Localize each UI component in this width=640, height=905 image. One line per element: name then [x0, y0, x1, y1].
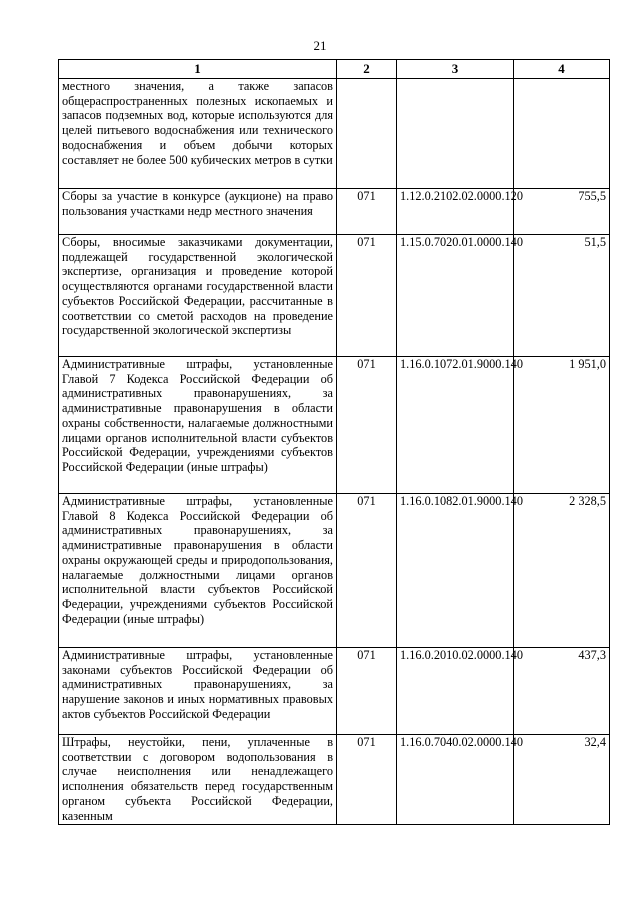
row-description: Штрафы, неустойки, пени, уплаченные в соответствии с договором водопользования в случае неисполнения или ненадлежащего исполнения обязательств перед государственным органом субъекта Российской Федерации, казенным: [59, 735, 337, 825]
row-description: Сборы, вносимые заказчиками документации, подлежащей государственной экологической экспертизе, организация и проведение которой осуществляются органами государственной власти субъектов Российской Федерации, рассчитанные в соответствии со сметой расходов на проведение государственной экологической экспертизы: [59, 235, 337, 357]
table-row: [59, 357, 610, 494]
row-amount: 437,3: [514, 648, 610, 735]
column-header: 1: [59, 60, 337, 79]
row-description: Сборы за участие в конкурсе (аукционе) на право пользования участками недр местного значения: [59, 189, 337, 235]
row-admin-code: 071: [337, 189, 397, 235]
budget-table: [58, 59, 610, 825]
row-budget-code: 1.12.0.2102.02.0000.120: [397, 189, 514, 235]
table-row: [59, 735, 610, 825]
table-row: [59, 79, 610, 189]
row-budget-code: 1.16.0.2010.02.0000.140: [397, 648, 514, 735]
table-row: [59, 494, 610, 648]
column-header: 3: [397, 60, 514, 79]
row-amount: 1 951,0: [514, 357, 610, 494]
row-description: Административные штрафы, установленные Главой 8 Кодекса Российской Федерации об административных правонарушениях, за административные правонарушения в области охраны окружающей среды и природопользования, налагаемые должностными лицами органов исполнительной власти субъектов Российской Федерации, учреждениями субъектов Российской Федерации (иные штрафы): [59, 494, 337, 648]
row-budget-code: 1.16.0.1072.01.9000.140: [397, 357, 514, 494]
page-number: 21: [313, 38, 327, 53]
row-amount: 755,5: [514, 189, 610, 235]
row-budget-code: 1.16.0.7040.02.0000.140: [397, 735, 514, 825]
row-budget-code: 1.15.0.7020.01.0000.140: [397, 235, 514, 357]
row-amount: [514, 79, 610, 189]
row-amount: 2 328,5: [514, 494, 610, 648]
table-row: [59, 648, 610, 735]
table-row: [59, 189, 610, 235]
row-description: Административные штрафы, установленные законами субъектов Российской Федерации об административных правонарушениях, за нарушение законов и иных нормативных правовых актов субъектов Российской Федерации: [59, 648, 337, 735]
row-admin-code: 071: [337, 235, 397, 357]
row-admin-code: 071: [337, 735, 397, 825]
table-header-row: [59, 60, 610, 79]
column-header: 2: [337, 60, 397, 79]
column-header: 4: [514, 60, 610, 79]
table-row: [59, 235, 610, 357]
row-amount: 51,5: [514, 235, 610, 357]
row-budget-code: [397, 79, 514, 189]
row-admin-code: 071: [337, 648, 397, 735]
row-admin-code: 071: [337, 357, 397, 494]
row-amount: 32,4: [514, 735, 610, 825]
row-admin-code: 071: [337, 494, 397, 648]
row-description: Административные штрафы, установленные Главой 7 Кодекса Российской Федерации об административных правонарушениях, за административные правонарушения в области охраны собственности, налагаемые должностными лицами органов исполнительной власти субъектов Российской Федерации, учреждениями субъектов Российской Федерации (иные штрафы): [59, 357, 337, 494]
row-admin-code: [337, 79, 397, 189]
row-description: местного значения, а также запасов общераспространенных полезных ископаемых и запасов подземных вод, которые используются для целей питьевого водоснабжения или технического водоснабжения и объем добычи которых составляет не более 500 кубических метров в сутки: [59, 79, 337, 189]
row-budget-code: 1.16.0.1082.01.9000.140: [397, 494, 514, 648]
